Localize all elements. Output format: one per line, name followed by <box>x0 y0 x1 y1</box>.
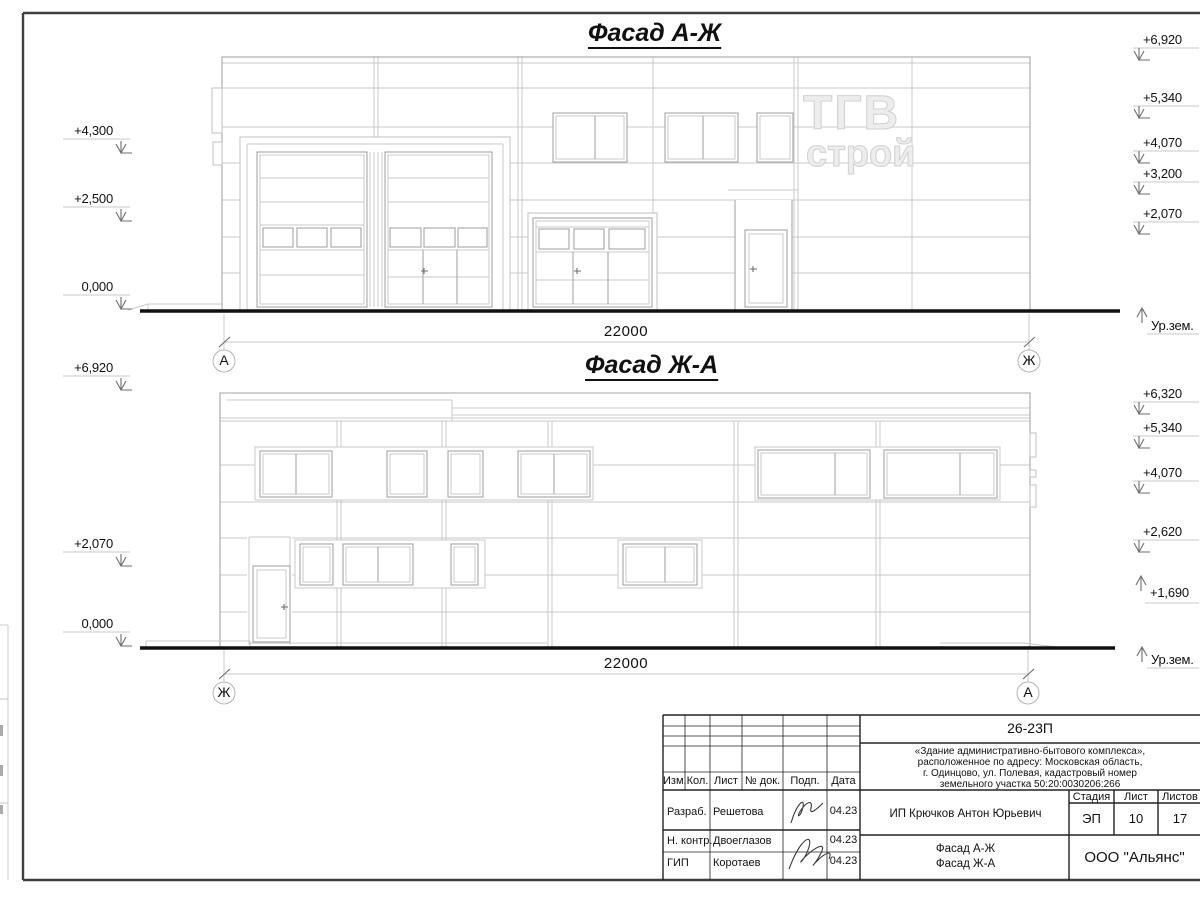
titleblock-sheets-value: 17 <box>1172 811 1188 826</box>
titleblock-stage-value: ЭП <box>1082 811 1101 826</box>
titleblock-rev-header: Лист <box>714 775 738 787</box>
ground-level-label: Ур.зем. <box>1151 652 1194 667</box>
titleblock-name: Двоеглазов <box>713 835 772 847</box>
elevation-mark: 0,000 <box>81 279 113 294</box>
elevation-mark: 0,000 <box>81 616 113 631</box>
signature-1 <box>791 802 823 823</box>
facade1-title: Фасад А-Ж <box>588 19 722 47</box>
axis-label: А <box>219 352 229 368</box>
titleblock-role: ГИП <box>667 857 689 869</box>
elevation-mark: +5,340 <box>1143 420 1182 435</box>
titleblock-description-line: «Здание административно-бытового комплекса», <box>914 746 1146 757</box>
titleblock-description-line: г. Одинцово, ул. Полевая, кадастровый номер <box>922 768 1137 779</box>
titleblock-date: 04.23 <box>829 855 858 867</box>
titleblock-doc-code: 26-23П <box>1007 720 1053 736</box>
titleblock-rev-header: Кол. <box>686 775 709 787</box>
titleblock-date: 04.23 <box>829 834 858 846</box>
titleblock-company: ООО "Альянс" <box>1084 849 1185 866</box>
watermark-logo-line2: строй <box>806 133 916 175</box>
titleblock-stage-header: Стадия <box>1072 791 1111 803</box>
titleblock-sheets-header: Листов <box>1162 791 1198 803</box>
elevation-mark: +5,340 <box>1143 90 1182 105</box>
watermark-logo-line1: ТГВ <box>803 87 901 140</box>
titleblock-sheet-header: Лист <box>1124 791 1148 803</box>
elevation-mark: +3,200 <box>1143 166 1182 181</box>
dimension-label: 22000 <box>603 655 649 672</box>
elevation-mark: +4,070 <box>1143 135 1182 150</box>
elevation-mark: +2,620 <box>1143 524 1182 539</box>
elevation-mark: +4,300 <box>74 123 113 138</box>
sheet-margin-lines <box>0 625 8 880</box>
axis-label: Ж <box>1022 352 1036 368</box>
elevation-mark: +2,070 <box>74 536 113 551</box>
titleblock-rev-header: Изм. <box>663 775 687 787</box>
titleblock-description-line: расположенное по адресу: Московская область, <box>917 757 1143 768</box>
elevation-mark: +2,500 <box>74 191 113 206</box>
axis-label: Ж <box>217 684 231 700</box>
titleblock-role: Разраб. <box>667 806 707 818</box>
titleblock-rev-header: Подп. <box>790 775 820 787</box>
titleblock-client: ИП Крючков Антон Юрьевич <box>889 808 1042 820</box>
elevation-mark: +6,920 <box>1143 32 1182 47</box>
titleblock-name: Решетова <box>713 806 764 818</box>
dimension-label: 22000 <box>603 323 649 340</box>
signature-2 <box>789 839 830 869</box>
elevation-mark: +4,070 <box>1143 465 1182 480</box>
facade2-title: Фасад Ж-А <box>585 351 719 379</box>
titleblock-sheet-title-line2: Фасад Ж-А <box>935 858 996 870</box>
titleblock-rev-header: № док. <box>744 775 781 787</box>
titleblock-role: Н. контр. <box>667 835 713 847</box>
titleblock-name: Коротаев <box>713 857 761 869</box>
axis-label: А <box>1023 684 1033 700</box>
titleblock-date: 04.23 <box>829 805 858 817</box>
titleblock-sheet-value: 10 <box>1128 811 1144 826</box>
elevation-mark: +2,070 <box>1143 206 1182 221</box>
titleblock-description-line: земельного участка 50:20:0030206:266 <box>939 779 1121 790</box>
elevation-mark: +6,920 <box>74 360 113 375</box>
elevation-mark: +6,320 <box>1143 386 1182 401</box>
elevation-mark: +1,690 <box>1150 585 1189 600</box>
titleblock-sheet-title-line1: Фасад А-Ж <box>935 843 996 855</box>
titleblock-rev-header: Дата <box>831 775 856 787</box>
ground-level-label: Ур.зем. <box>1151 318 1194 333</box>
